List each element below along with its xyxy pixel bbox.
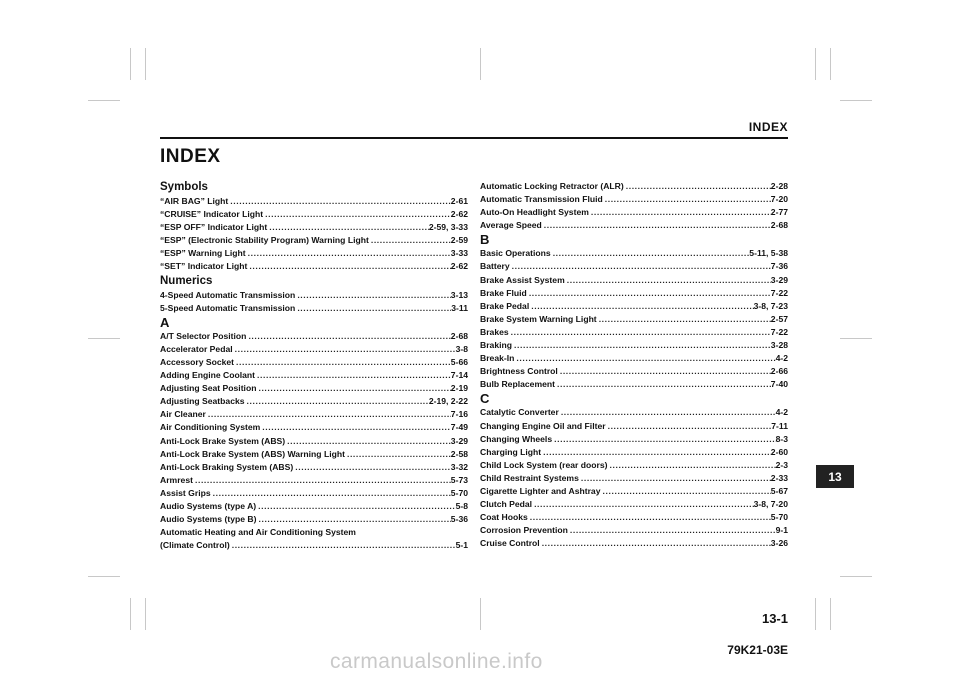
index-entry[interactable] <box>480 378 788 391</box>
index-entry-term: 4-Speed Automatic Transmission <box>160 289 296 300</box>
index-entry-pages: 3-8 <box>455 343 468 354</box>
index-entry-term: Brake Assist System <box>480 274 565 285</box>
leader-dots <box>295 302 451 315</box>
leader-dots <box>206 408 451 421</box>
index-entry[interactable] <box>480 420 788 433</box>
index-entry-pages: 7-16 <box>450 409 468 420</box>
index-entry-pages: 2-62 <box>450 209 468 220</box>
index-entry-pages: 3-28 <box>770 340 788 351</box>
index-entry-pages: 2-59 <box>450 235 468 246</box>
index-entry[interactable] <box>160 195 468 208</box>
leader-dots <box>267 221 429 234</box>
index-entry[interactable] <box>480 260 788 273</box>
leader-dots <box>514 352 775 365</box>
index-entry-term: Charging Light <box>480 446 542 457</box>
index-entry[interactable] <box>480 206 788 219</box>
leader-dots <box>230 539 456 552</box>
index-entry-term: Air Conditioning System <box>160 422 261 433</box>
index-entry-pages: 2-60 <box>770 446 788 457</box>
index-entry[interactable] <box>480 459 788 472</box>
index-entry[interactable] <box>480 537 788 550</box>
section-heading: Symbols <box>160 181 208 193</box>
section-heading: A <box>160 314 170 330</box>
index-entry[interactable] <box>160 513 468 526</box>
index-entry-pages: 7-36 <box>770 261 788 272</box>
leader-dots <box>579 472 771 485</box>
index-entry-term: Changing Wheels <box>480 433 553 444</box>
index-entry-pages: 4-2 <box>775 407 788 418</box>
index-entry[interactable] <box>160 382 468 395</box>
index-entry-pages: 2-68 <box>450 330 468 341</box>
leader-dots <box>509 326 771 339</box>
index-entry-term: Battery <box>480 261 510 272</box>
index-entry-term: Brake System Warning Light <box>480 313 597 324</box>
index-entry-term: “ESP” (Electronic Stability Program) Warning Light <box>160 235 369 246</box>
watermark: carmanualsonline.info <box>330 650 543 673</box>
index-column-left <box>160 180 468 552</box>
index-entry[interactable] <box>160 289 468 302</box>
leader-dots <box>369 234 451 247</box>
index-entry[interactable] <box>160 461 468 474</box>
index-entry[interactable] <box>160 448 468 461</box>
index-entry-term: Anti-Lock Brake System (ABS) <box>160 435 286 446</box>
index-entry-pages: 3-32 <box>450 461 468 472</box>
index-entry-pages: 2-19, 2-22 <box>428 396 468 407</box>
leader-dots <box>247 260 450 273</box>
index-entry[interactable] <box>160 302 468 315</box>
index-entry[interactable] <box>480 446 788 459</box>
index-entry[interactable] <box>160 408 468 421</box>
index-entry-term: Break-In <box>480 353 515 364</box>
leader-dots <box>211 487 451 500</box>
index-entry[interactable] <box>480 274 788 287</box>
index-entry[interactable] <box>480 180 788 193</box>
leader-dots <box>285 435 451 448</box>
index-entry-pages: 4-2 <box>775 353 788 364</box>
index-entry[interactable] <box>480 326 788 339</box>
index-entry[interactable] <box>160 395 468 408</box>
index-entry[interactable] <box>480 406 788 419</box>
index-entry[interactable] <box>480 193 788 206</box>
index-entry-pages: 2-59, 3-33 <box>428 222 468 233</box>
header-rule <box>160 137 788 139</box>
index-entry-pages: 5-70 <box>450 487 468 498</box>
index-entry-pages: 5-70 <box>770 512 788 523</box>
section-tab[interactable]: 13 <box>816 465 854 488</box>
index-entry[interactable] <box>480 352 788 365</box>
index-entry-term: Assist Grips <box>160 487 211 498</box>
section-heading: Numerics <box>160 274 213 287</box>
leader-dots <box>234 356 451 369</box>
index-entry-term: Brake Fluid <box>480 287 527 298</box>
index-entry[interactable] <box>160 487 468 500</box>
index-entry-term: “SET” Indicator Light <box>160 261 248 272</box>
index-entry[interactable] <box>480 472 788 485</box>
leader-dots <box>256 500 455 513</box>
leader-dots <box>233 343 456 356</box>
index-entry-pages: 2-62 <box>450 261 468 272</box>
index-entry-term: “ESP OFF” Indicator Light <box>160 222 268 233</box>
leader-dots <box>263 208 451 221</box>
index-entry-term: Brake Pedal <box>480 300 530 311</box>
index-entry-pages: 7-49 <box>450 422 468 433</box>
leader-dots <box>624 180 771 193</box>
index-entry-pages: 5-1 <box>455 540 468 551</box>
index-entry-term: Child Lock System (rear doors) <box>480 459 608 470</box>
index-entry-term: “ESP” Warning Light <box>160 248 246 259</box>
index-entry-term: Brakes <box>480 326 509 337</box>
leader-dots <box>565 274 771 287</box>
index-entry[interactable] <box>480 485 788 498</box>
index-entry[interactable] <box>480 287 788 300</box>
index-entry[interactable] <box>160 421 468 434</box>
page-number: 13-1 <box>761 611 788 626</box>
index-entry-term: Catalytic Converter <box>480 407 559 418</box>
leader-dots <box>512 339 771 352</box>
leader-dots <box>256 382 450 395</box>
page-title: INDEX <box>160 146 221 167</box>
index-entry[interactable] <box>480 313 788 326</box>
index-entry-term: Clutch Pedal <box>480 499 533 510</box>
section-heading: C <box>480 391 490 407</box>
index-entry[interactable] <box>480 339 788 352</box>
leader-dots <box>246 330 450 343</box>
index-entry-term: Anti-Lock Braking System (ABS) <box>160 461 294 472</box>
index-entry-term: Accelerator Pedal <box>160 343 233 354</box>
index-entry-pages: 5-8 <box>455 500 468 511</box>
section-heading: B <box>480 232 490 248</box>
index-entry-pages: 3-13 <box>450 289 468 300</box>
leader-dots <box>555 378 771 391</box>
leader-dots <box>568 524 776 537</box>
index-entry-term: Adding Engine Coolant <box>160 370 255 381</box>
index-entry-pages: 8-3 <box>775 433 788 444</box>
index-entry-pages: 3-8, 7-20 <box>753 499 788 510</box>
leader-dots <box>256 513 450 526</box>
index-entry-term: Cigarette Lighter and Ashtray <box>480 485 601 496</box>
index-entry-pages: 3-29 <box>450 435 468 446</box>
leader-dots <box>246 247 451 260</box>
leader-dots <box>260 421 451 434</box>
index-entry-pages: 7-22 <box>770 287 788 298</box>
running-header: INDEX <box>748 120 788 134</box>
index-entry[interactable] <box>160 356 468 369</box>
index-entry-term: Cruise Control <box>480 538 540 549</box>
index-entry[interactable] <box>480 247 788 260</box>
index-entry-pages: 2-66 <box>770 366 788 377</box>
index-entry-term: “CRUISE” Indicator Light <box>160 209 264 220</box>
index-entry-term: Braking <box>480 340 512 351</box>
leader-dots <box>245 395 429 408</box>
index-entry[interactable] <box>480 433 788 446</box>
index-entry[interactable] <box>480 365 788 378</box>
leader-dots <box>552 433 775 446</box>
leader-dots <box>541 446 771 459</box>
index-entry-pages: 9-1 <box>775 525 788 536</box>
leader-dots <box>559 406 776 419</box>
index-entry[interactable] <box>160 247 468 260</box>
index-entry-term: Average Speed <box>480 220 542 231</box>
index-entry-pages: 2-68 <box>770 220 788 231</box>
index-entry-term: Basic Operations <box>480 248 551 259</box>
index-entry-term: Audio Systems (type B) <box>160 514 257 525</box>
index-entry[interactable] <box>160 234 468 247</box>
leader-dots <box>510 260 771 273</box>
leader-dots <box>532 498 754 511</box>
index-entry-pages: 5-73 <box>450 474 468 485</box>
leader-dots <box>597 313 771 326</box>
index-entry[interactable] <box>480 511 788 524</box>
index-entry-term: Automatic Locking Retractor (ALR) <box>480 181 624 191</box>
index-entry-term: Anti-Lock Brake System (ABS) Warning Light <box>160 448 345 459</box>
index-entry-pages: 7-22 <box>770 326 788 337</box>
index-entry-term: Accessory Socket <box>160 356 235 367</box>
index-entry[interactable] <box>480 219 788 232</box>
index-entry[interactable] <box>160 369 468 382</box>
index-entry-pages: 7-40 <box>770 379 788 390</box>
document-code: 79K21-03E <box>727 643 788 657</box>
index-column-right <box>480 180 788 550</box>
index-entry[interactable] <box>160 221 468 234</box>
index-entry-pages: 2-28 <box>770 181 788 191</box>
leader-dots <box>193 474 451 487</box>
index-entry-pages: 2-61 <box>450 196 468 206</box>
index-entry[interactable] <box>160 539 468 552</box>
index-entry-term: Bulb Replacement <box>480 379 555 390</box>
index-entry-term: Automatic Heating and Air Conditioning System <box>160 527 356 538</box>
index-entry-pages: 7-11 <box>771 420 788 431</box>
index-entry[interactable] <box>480 524 788 537</box>
index-entry-term: (Climate Control) <box>160 540 230 551</box>
leader-dots <box>295 289 450 302</box>
leader-dots <box>606 420 772 433</box>
index-entry-term: Coat Hooks <box>480 512 528 523</box>
index-entry[interactable] <box>160 500 468 513</box>
index-entry-pages: 7-14 <box>450 370 468 381</box>
index-entry-term: Auto-On Headlight System <box>480 207 589 218</box>
index-entry[interactable] <box>480 498 788 511</box>
index-entry[interactable] <box>160 435 468 448</box>
index-entry-term: Brightness Control <box>480 366 558 377</box>
leader-dots <box>527 287 771 300</box>
index-entry-pages: 5-11, 5-38 <box>749 248 788 259</box>
index-entry[interactable] <box>480 300 788 313</box>
index-entry-pages: 5-67 <box>770 485 788 496</box>
index-entry[interactable] <box>160 343 468 356</box>
index-entry[interactable] <box>160 330 468 343</box>
index-entry-term: 5-Speed Automatic Transmission <box>160 302 296 313</box>
index-entry-term: Air Cleaner <box>160 409 206 420</box>
leader-dots <box>551 247 750 260</box>
leader-dots <box>603 193 771 206</box>
index-entry-pages: 2-19 <box>450 383 468 394</box>
index-entry-pages: 2-58 <box>450 448 468 459</box>
leader-dots <box>529 300 753 313</box>
index-entry-pages: 2-3 <box>775 459 788 470</box>
leader-dots <box>540 537 771 550</box>
index-entry-pages: 3-29 <box>770 274 788 285</box>
leader-dots <box>558 365 771 378</box>
index-entry-term: Automatic Transmission Fluid <box>480 194 603 205</box>
index-entry-pages: 2-77 <box>770 207 788 218</box>
index-entry-pages: 3-33 <box>450 248 468 259</box>
index-entry-pages: 7-20 <box>770 194 788 205</box>
index-entry-term: A/T Selector Position <box>160 330 247 341</box>
leader-dots <box>608 459 776 472</box>
leader-dots <box>345 448 451 461</box>
leader-dots <box>228 195 451 208</box>
index-entry-pages: 2-33 <box>770 472 788 483</box>
index-entry[interactable] <box>160 474 468 487</box>
index-entry-term: Adjusting Seatbacks <box>160 396 245 407</box>
leader-dots <box>601 485 771 498</box>
index-entry-pages: 3-26 <box>770 538 788 549</box>
index-entry-term: “AIR BAG” Light <box>160 196 229 206</box>
leader-dots <box>542 219 771 232</box>
index-entry-pages: 5-36 <box>450 514 468 525</box>
index-entry-term: Adjusting Seat Position <box>160 383 257 394</box>
index-entry-term: Armrest <box>160 474 193 485</box>
index-entry-term: Audio Systems (type A) <box>160 500 257 511</box>
leader-dots <box>293 461 451 474</box>
index-entry-pages: 3-8, 7-23 <box>753 300 788 311</box>
index-entry-term: Changing Engine Oil and Filter <box>480 420 606 431</box>
leader-dots <box>255 369 451 382</box>
index-entry-term: Child Restraint Systems <box>480 472 579 483</box>
index-entry-term: Corrosion Prevention <box>480 525 568 536</box>
leader-dots <box>589 206 771 219</box>
index-entry-pages: 5-66 <box>450 356 468 367</box>
index-entry-pages: 2-57 <box>770 313 788 324</box>
index-entry-pages: 3-11 <box>451 302 468 313</box>
index-entry[interactable] <box>160 260 468 273</box>
leader-dots <box>528 511 771 524</box>
index-entry[interactable] <box>160 208 468 221</box>
